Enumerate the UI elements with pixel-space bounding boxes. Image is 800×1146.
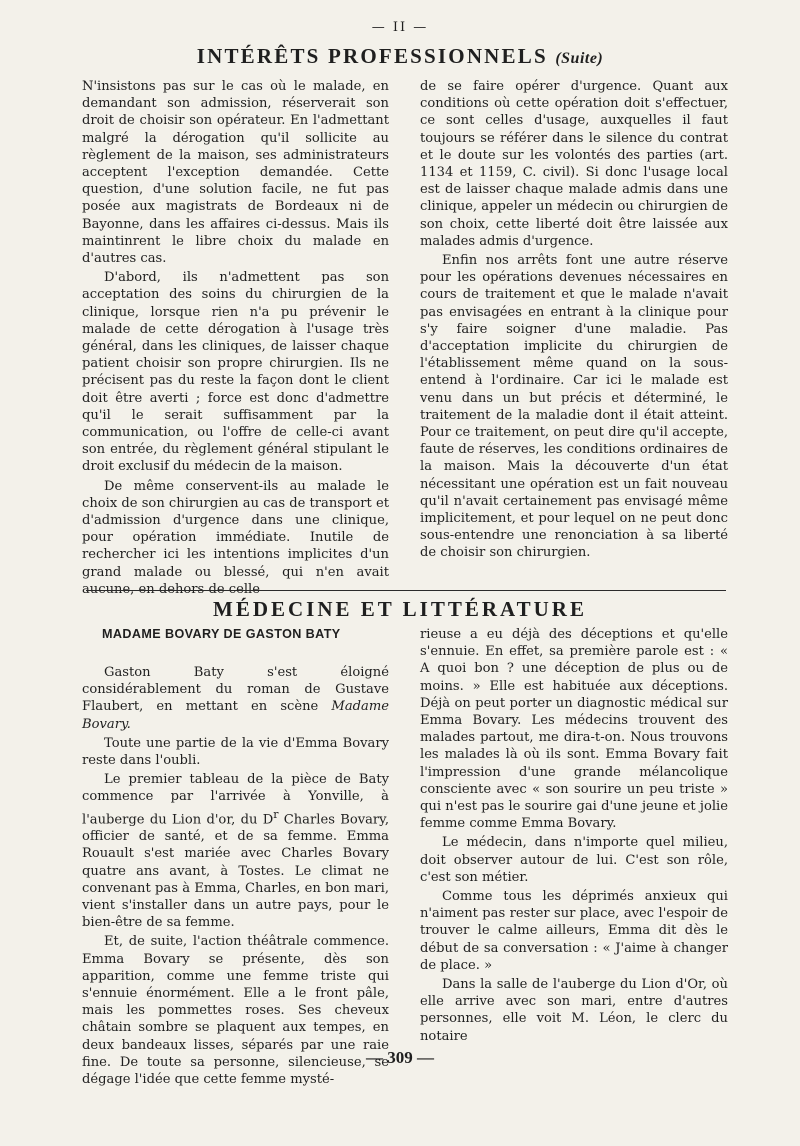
paragraph: Dans la salle de l'auberge du Lion d'Or, où elle arrive avec son mari, entre d'autres personnes, elle voit M. Léon, le clerc du notaire — [420, 977, 728, 1044]
paragraph-text: Charles Bovary, officier de santé, et de sa femme. Emma Rouault s'est mariée avec Charles Bovary quatre ans avant, à Tostes. Le climat ne convenant pas à Emma, Charles, en bon mari, vient s'installer dans un autre pays, pour le bien-être de sa femme. — [82, 811, 389, 931]
column-1 — [82, 78, 389, 598]
page-number-roman: — II — — [371, 20, 429, 35]
paragraph-text: Gaston Baty s'est éloigné considérablement du roman de Gustave Flaubert, en mettant en scène — [82, 665, 389, 715]
superscript: r — [273, 807, 279, 821]
page-number: — 309 — — [366, 1048, 434, 1067]
section-divider — [86, 590, 726, 591]
paragraph — [82, 664, 389, 733]
paragraph: N'insistons pas sur le cas où le malade, en demandant son admission, réserverait son droit de choisir son opérateur. En l'admettant malgré la dérogation qu'il sollicite au règlement de la maison, ses administrateurs acceptent l'exception demandée. Cette question, d'une solution facile, ne fut pas posée aux magistrats de Bordeaux ni de Bayonne, dans les affaires ci-dessus. Mais ils maintinrent le libre choix du malade en d'autres cas. — [82, 79, 389, 267]
paragraph — [82, 771, 389, 931]
paragraph: Comme tous les déprimés anxieux qui n'aiment pas rester sur place, avec l'espoir de trouver le calme ailleurs, Emma dit dès le début de sa conversation : « J'aime à changer de place. » — [420, 889, 728, 973]
section-title-suffix: (Suite) — [555, 50, 604, 67]
paragraph: Et, de suite, l'action théâtrale commence. Emma Bovary se présente, dès son apparition, comme une femme triste qui s'ennuie énormément. Elle a le front pâle, mais les pommettes roses. Ses cheveux châtain sombre se plaquent aux tempes, en deux bandeaux lisses, séparés par une raie fine. De toute sa personne, silencieuse, se dégage l'idée que cette femme mysté- — [82, 934, 389, 1088]
section-title-medecine: MÉDECINE ET LITTÉRATURE — [213, 597, 587, 621]
paragraph-text: Le premier tableau de la pièce de Baty commence par l'arrivée à Yonville, à l'auberge du Lion d'or, du D — [82, 772, 389, 827]
column-3 — [82, 664, 389, 1088]
paragraph: de se faire opérer d'urgence. Quant aux conditions où cette opération doit s'effectuer, ce sont celles d'usage, auxquelles il faut toujours se référer dans le silence du contrat et le doute sur les volontés des parties (art. 1134 et 1159, C. civil). Si donc l'usage local est de laisser chaque malade admis dans une clinique, appeler un médecin ou chirurgien de son choix, cette liberté doit être laissée aux malades admis d'urgence. — [420, 79, 728, 249]
column-4 — [420, 626, 728, 1045]
section-title-interets — [0, 44, 800, 69]
section-title-text: INTÉRÊTS PROFESSIONNELS — [196, 44, 548, 68]
column-2 — [420, 78, 728, 562]
paragraph: rieuse a eu déjà des déceptions et qu'elle s'ennuie. En effet, sa première parole est : « A quoi bon ? une déception de plus ou de moins. » Elle est habituée aux déceptions. Déjà on peut porter un diagnostic médical sur Emma Bovary. Les médecins trouvent des malades partout, me dira-t-on. Nous trouvons les malades là où ils sont. Emma Bovary fait l'impression d'une grande mélancolique consciente avec « son sourire un peu triste » qui n'est pas le sourire gai d'une jeune et jolie femme comme Emma Bovary. — [420, 627, 728, 832]
paragraph: Toute une partie de la vie d'Emma Bovary reste dans l'oubli. — [82, 735, 389, 769]
paragraph: De même conservent-ils au malade le choix de son chirurgien au cas de transport et d'admission d'urgence dans une clinique, pour opération immédiate. Inutile de rechercher ici les intentions implicites d'un grand malade ou blessé, qui n'en avait aucune, en dehors de celle — [82, 478, 389, 597]
work-title: Madame Bovary. — [82, 699, 389, 732]
article-subhead: MADAME BOVARY DE GASTON BATY — [102, 627, 341, 641]
paragraph: Enfin nos arrêts font une autre réserve pour les opérations devenues nécessaires en cours de traitement et que le malade n'avait pas envisagées en entrant à la clinique pour s'y faire soigner d'une maladie. Pas d'acceptation implicite du chirurgien de l'établissement même quand on la sous-entend à l'ordinaire. Car ici le malade est venu dans un but précis et déterminé, le traitement de la maladie dont il était atteint. Pour ce traitement, on peut dire qu'il accepte, faute de réserves, les conditions ordinaires de la maison. Mais la découverte d'un état nécessitant une opération est un fait nouveau qu'il n'avait certainement pas envisagé même implicitement, et pour lequel on ne peut donc sous-entendre une renonciation à sa liberté de choisir son chirurgien. — [420, 253, 728, 561]
paragraph: Le médecin, dans n'importe quel milieu, doit observer autour de lui. C'est son rôle, c'est son métier. — [420, 835, 728, 885]
paragraph: D'abord, ils n'admettent pas son acceptation des soins du chirurgien de la clinique, lorsque rien n'a pu prévenir le malade de cette dérogation à l'usage très général, dans les cliniques, de laisser chaque patient choisir son propre chirurgien. Ils ne précisent pas du reste la façon dont le client doit être averti ; force est donc d'admettre qu'il le serait suffisamment par la communication, ou l'offre de celle-ci avant son entrée, du règlement général stipulant le droit exclusif du médecin de la maison. — [82, 270, 389, 475]
